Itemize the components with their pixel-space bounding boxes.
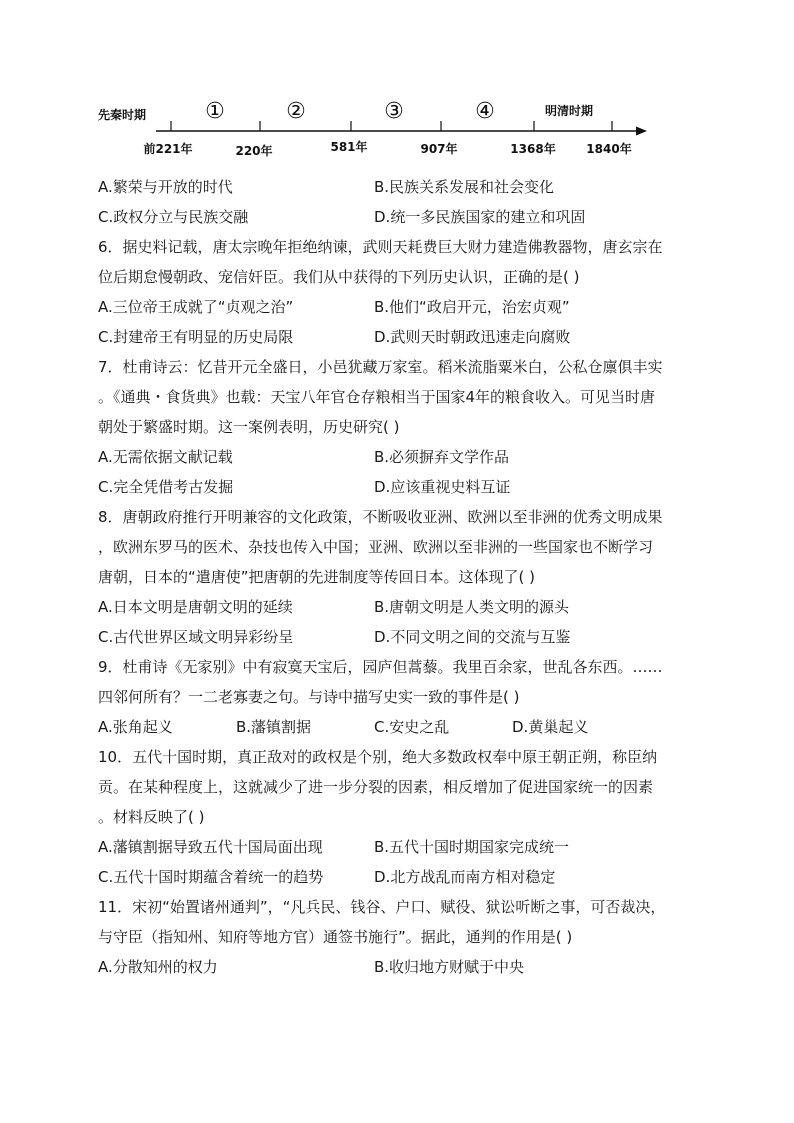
option-a[interactable]: A.张角起义 (98, 718, 173, 736)
option-d[interactable]: D.不同文明之间的交流与互鉴 (374, 628, 571, 646)
option-row (98, 442, 708, 472)
question-stem-line: 11．宋初“始置诸州通判”，“凡兵民、钱谷、户口、赋役、狱讼听断之事，可否裁决， (98, 898, 666, 916)
option-row (98, 292, 708, 322)
option-c[interactable]: C.政权分立与民族交融 (98, 208, 249, 226)
option-row (98, 712, 708, 742)
option-d[interactable]: D.武则天时朝政迅速走向腐败 (374, 328, 571, 346)
question-stem-line: 贡。在某种程度上，这就减少了进一步分裂的因素，相反增加了促进国家统一的因素 (98, 778, 654, 796)
option-b[interactable]: B.他们“政启开元，治宏贞观” (374, 298, 570, 316)
year-label: 1368年 (510, 142, 556, 156)
option-b[interactable]: B.唐朝文明是人类文明的源头 (374, 598, 570, 616)
option-row (98, 832, 708, 862)
question-stem-line: 。材料反映了( ) (98, 808, 205, 826)
option-row (98, 592, 708, 622)
option-b[interactable]: B.必须摒弃文学作品 (374, 448, 510, 466)
option-c[interactable]: C.古代世界区域文明异彩纷呈 (98, 628, 294, 646)
option-row (98, 622, 708, 652)
period-marker-4: ④ (475, 99, 495, 124)
option-d[interactable]: D.黄巢起义 (512, 718, 589, 736)
option-a[interactable]: A.三位帝王成就了“贞观之治” (98, 298, 294, 316)
question-stem-line: 四邻何所有？一二老寡妻之句。与诗中描写史实一致的事件是( ) (98, 688, 520, 706)
option-a[interactable]: A.繁荣与开放的时代 (98, 178, 233, 196)
period-marker-3: ③ (384, 99, 404, 124)
period-marker-1: ① (205, 99, 225, 124)
year-label: 907年 (420, 142, 458, 156)
year-label: 前221年 (143, 142, 193, 156)
period-marker-2: ② (286, 99, 306, 124)
option-a[interactable]: A.无需依据文献记载 (98, 448, 233, 466)
option-b[interactable]: B.五代十国时期国家完成统一 (374, 838, 570, 856)
option-a[interactable]: A.藩镇割据导致五代十国局面出现 (98, 838, 323, 856)
timeline-right-label: 明清时期 (545, 104, 594, 118)
question-stem-line: 7．杜甫诗云：忆昔开元全盛日，小邑犹藏万家室。稻米流脂粟米白，公私仓廪俱丰实 (98, 358, 663, 376)
option-row (98, 202, 708, 232)
option-d[interactable]: D.北方战乱而南方相对稳定 (374, 868, 556, 886)
question-stem-line: 10．五代十国时期，真正敌对的政权是个别，绝大多数政权奉中原王朝正朔，称臣纳 (98, 748, 658, 766)
option-row (98, 322, 708, 352)
option-a[interactable]: A.日本文明是唐朝文明的延续 (98, 598, 293, 616)
option-b[interactable]: B.藩镇割据 (236, 718, 312, 736)
question-stem-line: 朝处于繁盛时期。这一案例表明，历史研究( ) (98, 418, 400, 436)
year-label: 220年 (235, 144, 273, 158)
option-c[interactable]: C.完全凭借考古发掘 (98, 478, 234, 496)
option-row (98, 862, 708, 892)
option-row (98, 172, 708, 202)
option-d[interactable]: D.应该重视史料互证 (374, 478, 511, 496)
question-stem-line: 6．据史料记载，唐太宗晚年拒绝纳谏，武则天耗费巨大财力建造佛教器物，唐玄宗在 (98, 238, 663, 256)
question-list (98, 172, 708, 982)
option-row (98, 472, 708, 502)
option-row (98, 952, 708, 982)
option-d[interactable]: D.统一多民族国家的建立和巩固 (374, 208, 586, 226)
option-c[interactable]: C.五代十国时期蕴含着统一的趋势 (98, 868, 324, 886)
option-c[interactable]: C.安史之乱 (374, 718, 450, 736)
question-stem-line: 与守臣（指知州、知府等地方官）通签书施行”。据此，通判的作用是( ) (98, 928, 573, 946)
year-label: 581年 (330, 140, 368, 154)
question-stem-line: 。《通典・食货典》也载：天宝八年官仓存粮相当于国家4年的粮食收入。可见当时唐 (98, 388, 656, 406)
timeline-diagram (0, 0, 794, 170)
option-b[interactable]: B.收归地方财赋于中央 (374, 958, 525, 976)
option-c[interactable]: C.封建帝王有明显的历史局限 (98, 328, 294, 346)
year-label: 1840年 (586, 142, 632, 156)
question-stem-line: 唐朝，日本的“遣唐使”把唐朝的先进制度等传回日本。这体现了( ) (98, 568, 536, 586)
option-a[interactable]: A.分散知州的权力 (98, 958, 218, 976)
question-stem-line: 8．唐朝政府推行开明兼容的文化政策，不断吸收亚洲、欧洲以至非洲的优秀文明成果 (98, 508, 663, 526)
timeline-arrow (636, 127, 647, 136)
question-stem-line: 位后期怠慢朝政、宠信奸臣。我们从中获得的下列历史认识，正确的是( ) (98, 268, 580, 286)
option-b[interactable]: B.民族关系发展和社会变化 (374, 178, 555, 196)
timeline-left-label: 先秦时期 (98, 108, 147, 122)
question-stem-line: 9．杜甫诗《无家别》中有寂寞天宝后，园庐但蒿藜。我里百余家，世乱各东西。…… (98, 658, 663, 676)
question-stem-line: ，欧洲东罗马的医术、杂技也传入中国；亚洲、欧洲以至非洲的一些国家也不断学习 (98, 538, 654, 556)
